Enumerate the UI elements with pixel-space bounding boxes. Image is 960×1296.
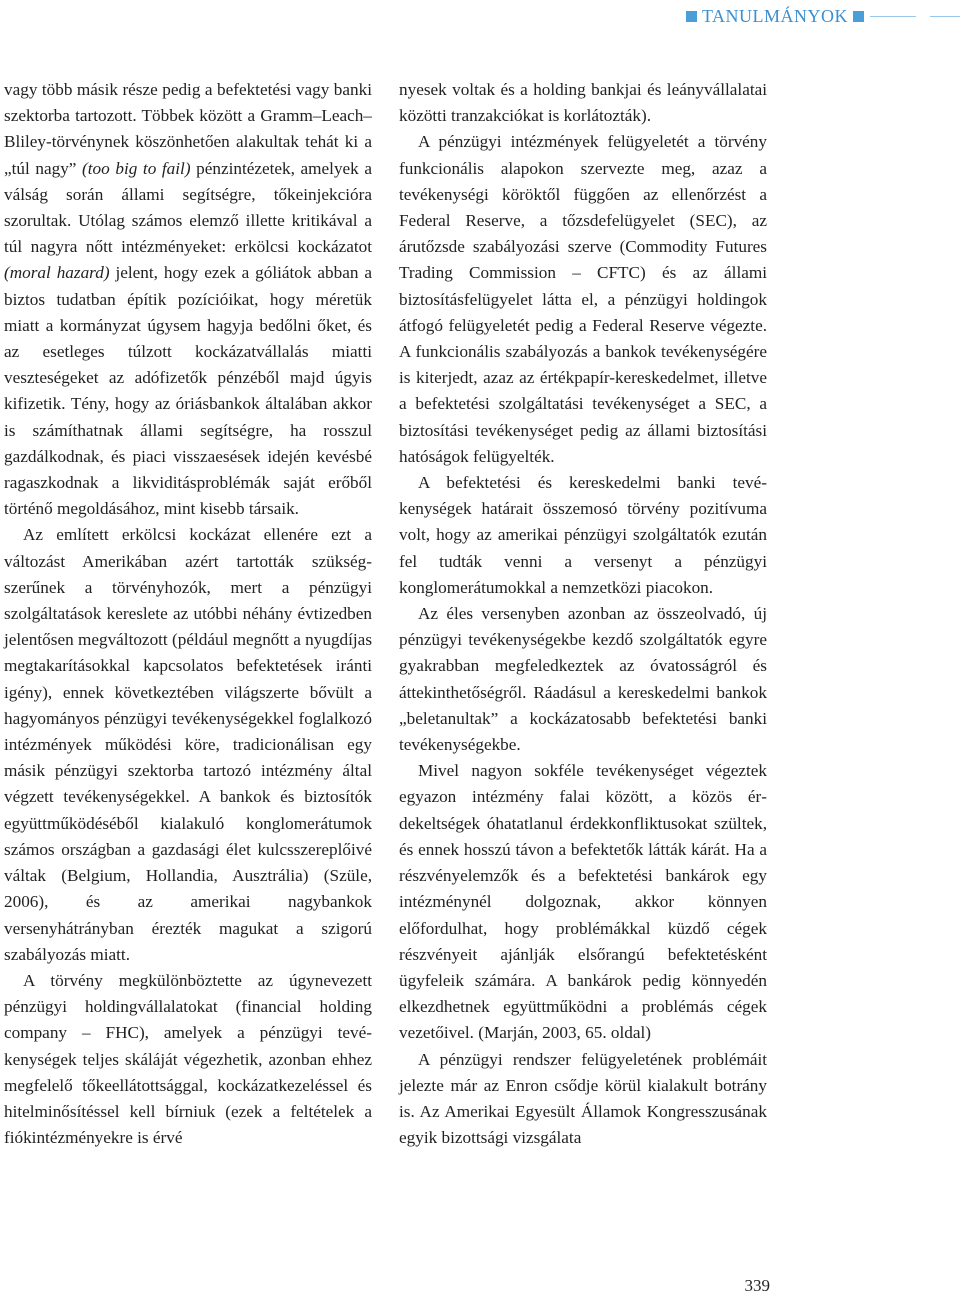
paragraph xyxy=(4,77,372,522)
header-rule xyxy=(870,16,916,17)
text-run: jelent, hogy ezek a góliátok abban a biztos tudatban építik pozícióikat, hogy méretük miatt a kormányzat úgysem hagyja bedőlni őket, és az esetleges túlzott kockázatvállalás miatti veszteségeket az adófizetők pénzéből majd úgyis kifizetik. Tény, hogy az óriásbankok általában akkor is számíthatnak állami segítségre, ha rosszul gazdálkodnak, és piaci visszaesések idején kevésbé ragaszkodnak a likviditásproblémák saját erőből történő megoldásához, mint kisebb társaik. xyxy=(4,263,372,519)
italic-term: (moral hazard) xyxy=(4,263,110,283)
section-title: TANULMÁNYOK xyxy=(701,5,848,26)
text-run: pénzintézetek, amelyek a válság során állami segítségre, tőkeinjekcióra szorultak. Utólag számos elemző illette kritikával a túl nagyra nőtt intézményeket: erkölcsi kockázatot xyxy=(4,158,372,257)
paragraph: A befektetési és kereskedelmi banki tevékenységek határait összemosó törvény pozitívuma volt, hogy az amerikai pénzügyi szolgáltatók ezután fel tudták venni a versenyt a pénzügyi konglomerátumokkal a nemzetközi piacokon. xyxy=(399,473,767,597)
paragraph: Az említett erkölcsi kockázat ellenére ezt a változást Amerikában azért tartották szükségszerűnek a törvényhozók, mert a pénzügyi szolgáltatások kereslete az utóbbi néhány évtizedben jelentősen megváltozott (például megnőtt a nyugdíjas megtakarításokkal kapcsolatos befektetések iránti igény), ennek következtében világszerte bővült a hagyományos pénzügyi tevékenységekkel foglalkozó intézmények működési köre, tradicionálisan egy másik pénzügyi szektorba tartozó intézmény által végzett tevékenységekkel. A bankok és biztosítók együttműködéséből kialakuló konglomerátumok számos országban a gazdasági élet kulcsszereplőivé váltak (Belgium, Hollandia, Ausztrália) (Szüle, 2006), és az amerikai nagybankok versenyhátrányban érezték magukat a szigorú szabályozás miatt. xyxy=(4,525,373,964)
paragraph: Az éles versenyben azonban az összeolvadó, új pénzügyi tevékenységekbe kezdő szolgáltatók egyre gyakrabban megfeledkeztek az óvatosságról és áttekinthetőségről. Ráadásul a kereskedelmi bankok „beletanultak” a kockázatosabb befektetési banki tevékenységekbe. xyxy=(399,604,767,755)
paragraph: nyesek voltak és a holding bankjai és leányvállalatai közötti tranzakciókat is korlátozták). xyxy=(399,80,767,126)
paragraph: A pénzügyi rendszer felügyeletének problémáit jelezte már az Enron csődje körül kialakult botrány is. Az Amerikai Egyesült Államok Kongresszusának egyik bizottsági vizsgálata xyxy=(399,1049,767,1148)
header-rule xyxy=(930,16,960,17)
italic-term: (too big to fail) xyxy=(82,158,191,178)
square-bullet-icon xyxy=(686,11,697,22)
text-run: vagy több másik része pedig a befektetési vagy banki szektorba tartozott. Többek között a Gramm–Leach–Bliley-törvénynek köszönhetően alakultak tehát ki a „túl nagy” xyxy=(4,80,372,178)
left-column xyxy=(4,77,372,1151)
square-bullet-icon xyxy=(853,11,864,22)
running-header xyxy=(686,4,960,28)
paragraph: A törvény megkülönböztette az úgynevezett pénzügyi holdingvállalatokat (financial holding company – FHC), amelyek a pénzügyi tevékenységek teljes skáláját végezhetik, azonban ehhez megfelelő tőkeellátottsággal, kockázatkezeléssel és hitelminősítéssel kell bírniuk (ezek a feltételek a fiókintézményekre is érvé xyxy=(4,970,372,1148)
paragraph: Mivel nagyon sokféle tevékenységet végeztek egyazon intézmény falai között, a közös érdekeltségek óhatatlanul érdekkonfliktusokat szültek, és ennek hosszú távon a befektetők látták kárát. Ha a részvényelemzők és a befektetési bankárok egy intézménynél dolgoznak, akkor könnyen előfordulhat, hogy problémákkal küzdő cégek részvényeit ajánlják elsőrangú befektetésként ügyfeleik számára. A bankárok pedig könnyedén elkezdhetnek együttműködni a problémás cégek vezetőivel. (Marján, 2003, 65. oldal) xyxy=(399,761,767,1043)
paragraph: A pénzügyi intézmények felügyeletét a törvény funkcionális alapokon szervezte meg, azaz a tevékenységi köröktől függően az ellenőrzést a Federal Reserve, a tőzsdefelügyelet (SEC), az árutőzsde szabályozási szerve (Commodity Futures Trading Commission – CFTC) és az állami biztosításfelügyelet látta el, a pénzügyi holdingok átfogó felügyeletét pedig a Federal Reserve végezte. A funkcionális szabályozás a bankok tevékenységére is kiterjedt, azaz az értékpapír-kereskedelmet, illetve a befektetési szolgáltatási tevékenységet a SEC, a biztosítási tevékenységet pedig az állami biztosítási hatóságok felügyelték. xyxy=(399,132,767,466)
page-number: 339 xyxy=(744,1276,770,1295)
right-column xyxy=(399,77,767,1151)
